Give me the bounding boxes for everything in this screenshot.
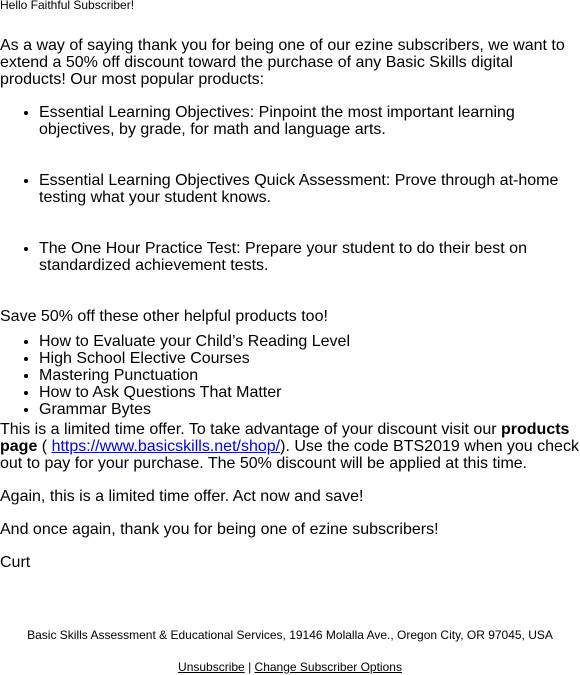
- offer-paren-open: (: [37, 438, 52, 455]
- popular-products-list: [0, 104, 580, 274]
- list-item: • How to Ask Questions That Matter: [39, 384, 580, 401]
- shop-link[interactable]: https://www.basicskills.net/shop/: [51, 438, 281, 455]
- greeting: Hello Faithful Subscriber!: [0, 0, 135, 12]
- list-item: • Grammar Bytes: [39, 401, 580, 418]
- offer-paragraph: [0, 421, 580, 472]
- list-item: • Essential Learning Objectives Quick Assessment: Prove through at-home testing what your student knows.: [39, 172, 580, 206]
- email-body: [0, 37, 580, 571]
- footer-address: Basic Skills Assessment & Educational Services, 19146 Molalla Ave., Oregon City, OR 97045, USA: [27, 628, 553, 642]
- change-subscriber-options-link[interactable]: Change Subscriber Options: [254, 660, 402, 674]
- thanks-paragraph: And once again, thank you for being one of ezine subscribers!: [0, 521, 439, 538]
- offer-text-after: ). Use the code BTS2019 when you check out to pay for your purchase. The 50% discount will be applied at this time.: [0, 438, 579, 472]
- list-item: • Essential Learning Objectives: Pinpoint the most important learning objectives, by grade, for math and language arts.: [39, 104, 580, 138]
- unsubscribe-link[interactable]: Unsubscribe: [178, 660, 245, 674]
- again-paragraph: Again, this is a limited time offer. Act now and save!: [0, 488, 364, 505]
- intro-paragraph: As a way of saying thank you for being one of our ezine subscribers, we want to extend a 50% off discount toward the purchase of any Basic Skills digital products! Our most popular products:: [0, 37, 565, 88]
- signature: Curt: [0, 554, 31, 571]
- list-item: • How to Evaluate your Child’s Reading Level: [39, 333, 580, 350]
- products-page-label: products page: [0, 421, 570, 455]
- save-paragraph: Save 50% off these other helpful products too!: [0, 308, 328, 325]
- footer-links: [0, 660, 580, 674]
- list-item: • The One Hour Practice Test: Prepare your student to do their best on standardized achievement tests.: [39, 240, 580, 274]
- other-products-list: [0, 333, 580, 418]
- list-item: • High School Elective Courses: [39, 350, 580, 367]
- list-item: • Mastering Punctuation: [39, 367, 580, 384]
- offer-text-before: This is a limited time offer. To take advantage of your discount visit our: [0, 421, 501, 438]
- footer-separator: |: [244, 660, 255, 674]
